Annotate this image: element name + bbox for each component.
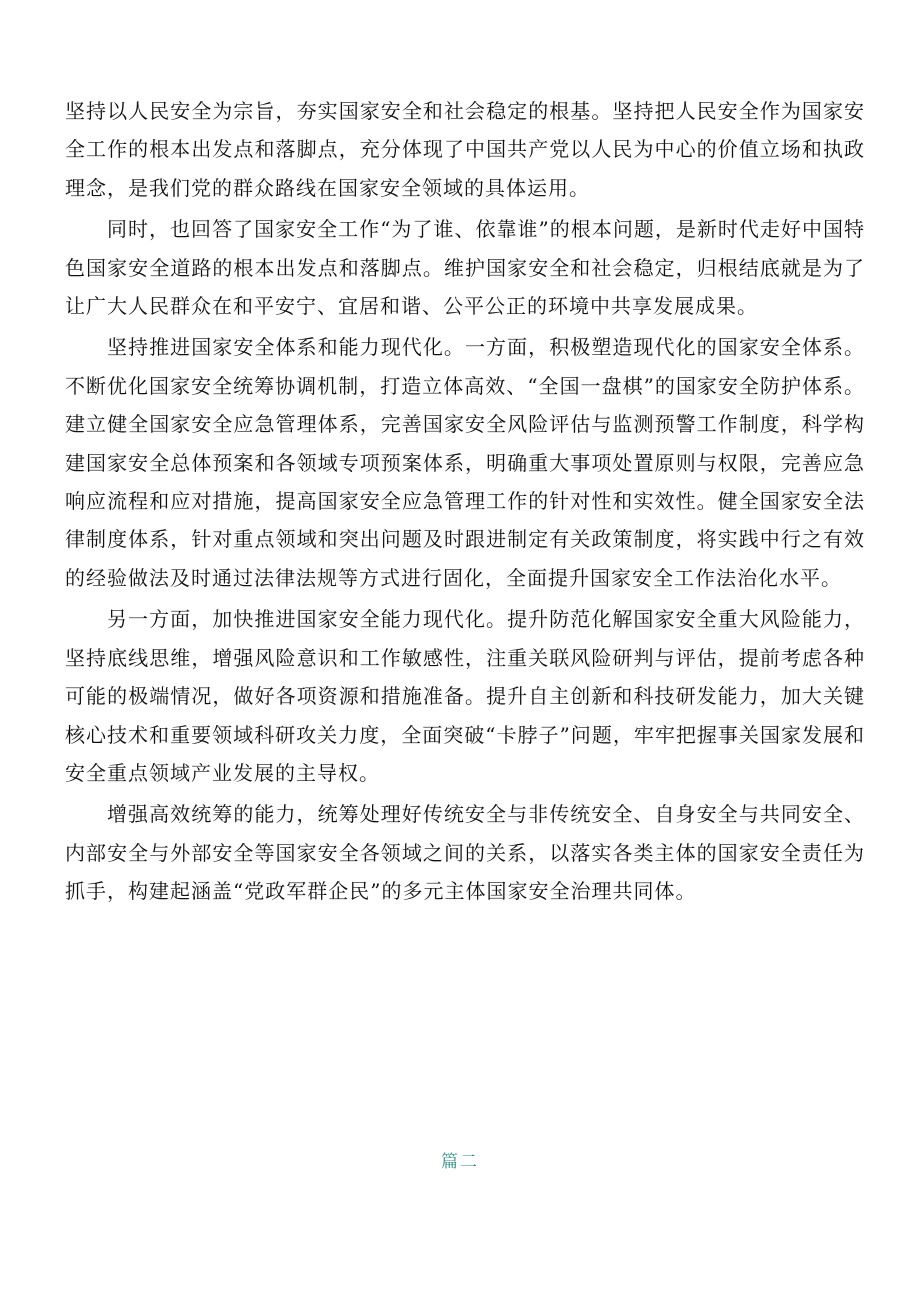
paragraph-3: 坚持推进国家安全体系和能力现代化。一方面，积极塑造现代化的国家安全体系。不断优化国家安全统筹协调机制，打造立体高效、“全国一盘棋”的国家安全防护体系。建立健全国家安全应急管理体系，完善国家安全风险评估与监测预警工作制度，科学构建国家安全总体预案和各领域专项预案体系，明确重大事项处置原则与权限，完善应急响应流程和应对措施，提高国家安全应急管理工作的针对性和实效性。健全国家安全法律制度体系，针对重点领域和突出问题及时跟进制定有关政策制度，将实践中行之有效的经验做法及时通过法律法规等方式进行固化，全面提升国家安全工作法治化水平。 — [65, 335, 865, 590]
section-title: 篇二 — [441, 1152, 479, 1172]
paragraph-5: 增强高效统筹的能力，统筹处理好传统安全与非传统安全、自身安全与共同安全、内部安全与外部安全等国家安全各领域之间的关系，以落实各类主体的国家安全责任为抓手，构建起涵盖“党政军群企民”的多元主体国家安全治理共同体。 — [65, 802, 865, 904]
paragraph-4: 另一方面，加快推进国家安全能力现代化。提升防范化解国家安全重大风险能力，坚持底线思维，增强风险意识和工作敏感性，注重关联风险研判与评估，提前考虑各种可能的极端情况，做好各项资源和措施准备。提升自主创新和科技研发能力，加大关键核心技术和重要领域科研攻关力度，全面突破“卡脖子”问题，牢牢把握事关国家发展和安全重点领域产业发展的主导权。 — [65, 607, 865, 785]
paragraph-2: 同时，也回答了国家安全工作“为了谁、依靠谁”的根本问题，是新时代走好中国特色国家安全道路的根本出发点和落脚点。维护国家安全和社会稳定，归根结底就是为了让广大人民群众在和平安宁、宜居和谐、公平公正的环境中共享发展成果。 — [65, 217, 865, 319]
document-body — [65, 92, 865, 911]
paragraph-1: 坚持以人民安全为宗旨，夯实国家安全和社会稳定的根基。坚持把人民安全作为国家安全工作的根本出发点和落脚点，充分体现了中国共产党以人民为中心的价值立场和执政理念，是我们党的群众路线在国家安全领域的具体运用。 — [65, 99, 865, 200]
